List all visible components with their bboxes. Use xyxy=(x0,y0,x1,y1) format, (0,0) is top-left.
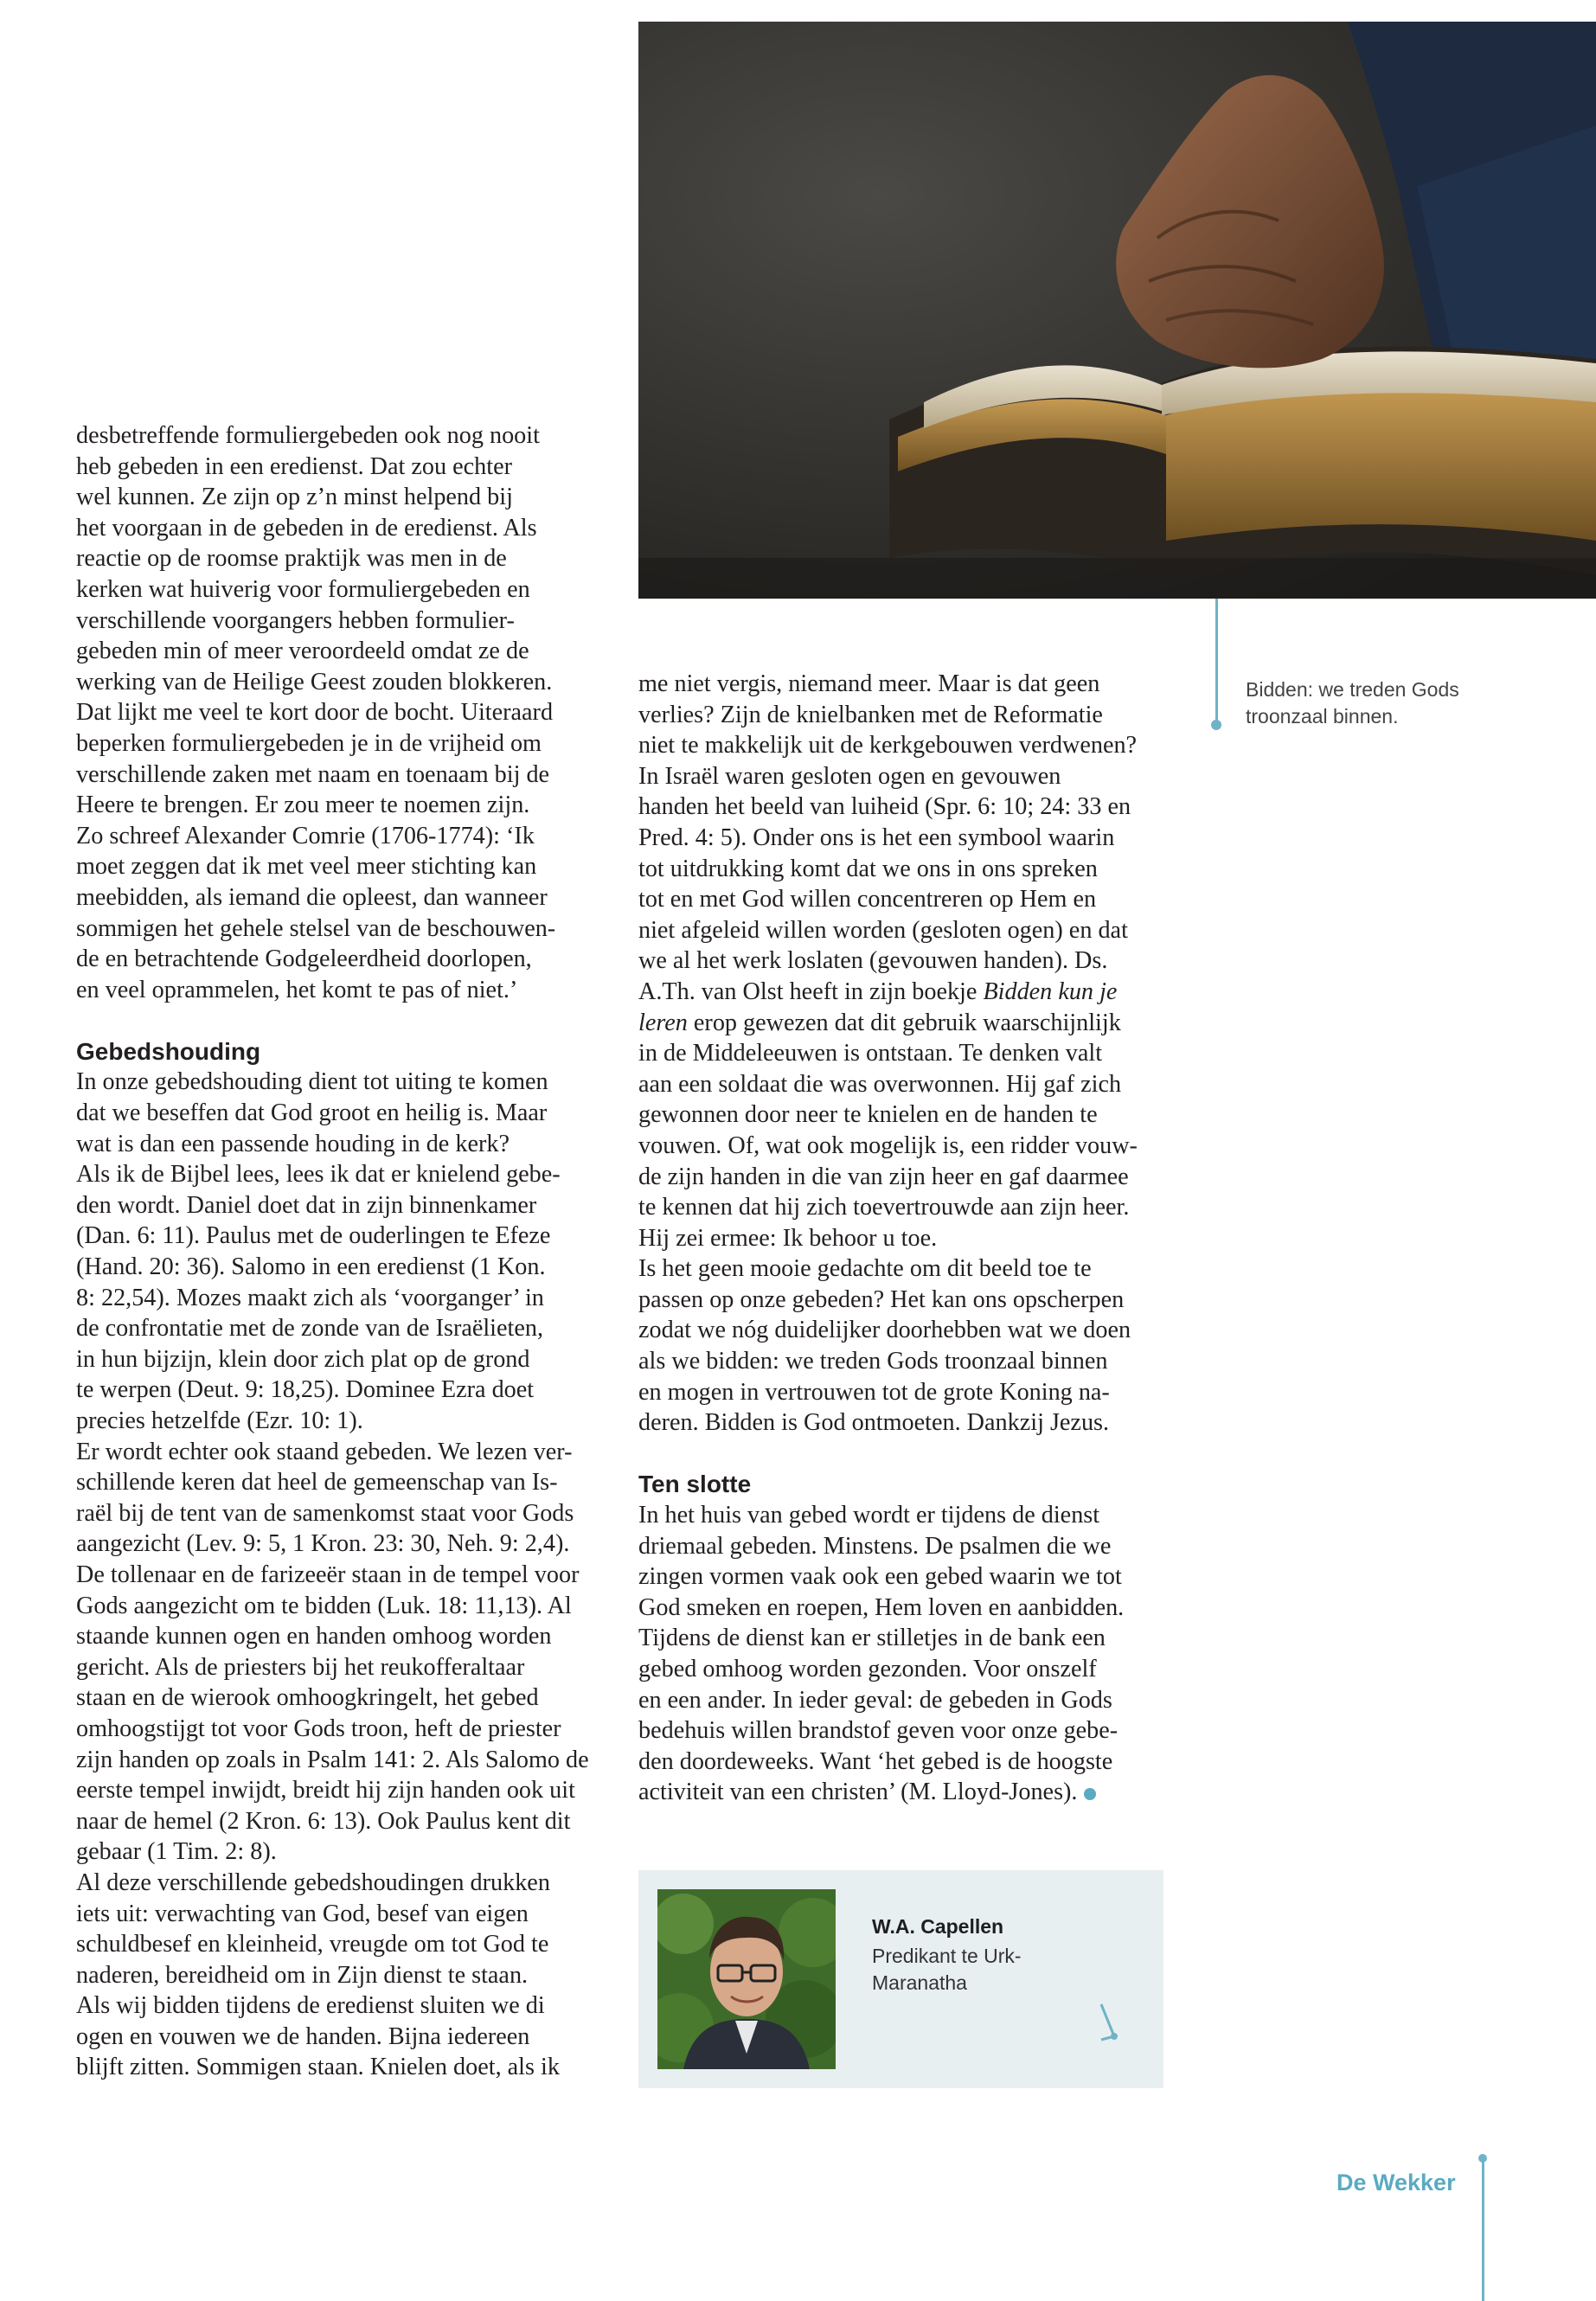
text-line: gebaar (1 Tim. 2: 8). xyxy=(76,1838,277,1866)
text-line: In het huis van gebed wordt er tijdens de dienst xyxy=(638,1502,1100,1529)
text-line: iets uit: verwachting van God, besef van eigen xyxy=(76,1900,529,1927)
text-line: als we bidden: we treden Gods troonzaal binnen xyxy=(638,1348,1108,1375)
article-left-column xyxy=(76,420,604,2083)
caption-rule xyxy=(1215,599,1218,726)
text-line: verschillende voorgangers hebben formulier- xyxy=(76,606,515,634)
text-line: schuldbesef en kleinheid, vreugde om tot God te xyxy=(76,1931,549,1958)
role-line: Maranatha xyxy=(872,1971,967,1994)
text-line: dat we beseffen dat God groot en heilig is. Maar xyxy=(76,1099,548,1127)
role-line: Predikant te Urk- xyxy=(872,1945,1022,1967)
spacer xyxy=(638,1439,1175,1470)
text-line: In Israël waren gesloten ogen en gevouwen xyxy=(638,762,1061,790)
text-line: de en betrachtende Godgeleerdheid doorlopen, xyxy=(76,945,532,973)
text-line: werking van de Heilige Geest zouden blokkeren. xyxy=(76,668,553,695)
text-line: moet zeggen dat ik met veel meer stichting kan xyxy=(76,853,537,881)
text-line: (Hand. 20: 36). Salomo in een eredienst (1 Kon. xyxy=(76,1253,546,1281)
text-line xyxy=(638,1008,1175,1039)
arrow-icon xyxy=(1097,2000,1131,2052)
text-line: Is het geen mooie gedachte om dit beeld toe te xyxy=(638,1255,1092,1283)
text-line: tot en met God willen concentreren op Hem en xyxy=(638,886,1097,913)
publication-name: De Wekker xyxy=(1336,2170,1456,2195)
text-line: desbetreffende formuliergebeden ook nog nooit xyxy=(76,422,540,449)
text-line: Gods aangezicht om te bidden (Luk. 18: 11,13). Al xyxy=(76,1592,572,1619)
article-middle-column xyxy=(638,669,1175,1808)
section-heading-gebedshouding: Gebedshouding xyxy=(76,1037,261,1065)
ten-slotte-body xyxy=(638,1500,1175,1808)
continued-paragraph xyxy=(638,669,1175,1439)
text-line: raël bij de tent van de samenkomst staat voor Gods xyxy=(76,1499,574,1527)
text-line: Al deze verschillende gebedshoudingen drukken xyxy=(76,1868,550,1896)
text-line: Tijdens de dienst kan er stilletjes in de bank een xyxy=(638,1625,1106,1652)
text-line: ogen en vouwen we de handen. Bijna iedereen xyxy=(76,2022,530,2050)
text-line: blijft zitten. Sommigen staan. Knielen doet, als ik xyxy=(76,2054,560,2081)
text-line: zijn handen op zoals in Psalm 141: 2. Als Salomo de xyxy=(76,1746,589,1773)
text-line: handen het beeld van luiheid (Spr. 6: 10; 24: 33 en xyxy=(638,793,1131,821)
text-line: te kennen dat hij zich toevertrouwde aan zijn heer. xyxy=(638,1194,1130,1221)
text-line: 8: 22,54). Mozes maakt zich als ‘voorganger’ in xyxy=(76,1284,544,1311)
text-line: precies hetzelfde (Ezr. 10: 1). xyxy=(76,1407,363,1434)
spacer xyxy=(76,1005,604,1036)
hero-photo xyxy=(638,22,1596,599)
text-line: gericht. Als de priesters bij het reukofferaltaar xyxy=(76,1653,525,1681)
gebedshouding-body xyxy=(76,1067,604,2083)
text-line: heb gebeden in een eredienst. Dat zou echter xyxy=(76,452,513,480)
text-line: te werpen (Deut. 9: 18,25). Dominee Ezra doet xyxy=(76,1376,535,1404)
text-line: Dat lijkt me veel te kort door de bocht. Uiteraard xyxy=(76,699,554,727)
text-line: (Dan. 6: 11). Paulus met de ouderlingen te Efeze xyxy=(76,1222,551,1250)
text-line: beperken formuliergebeden je in de vrijheid om xyxy=(76,729,542,757)
text-line: aangezicht (Lev. 9: 5, 1 Kron. 23: 30, Neh. 9: 2,4). xyxy=(76,1530,570,1558)
text-line: Er wordt echter ook staand gebeden. We lezen ver- xyxy=(76,1438,573,1465)
text-line: Als wij bidden tijdens de eredienst sluiten we di xyxy=(76,1992,545,2020)
author-box xyxy=(638,1870,1163,2088)
text-line: wat is dan een passende houding in de kerk? xyxy=(76,1130,510,1157)
text-line: den doordeweeks. Want ‘het gebed is de hoogste xyxy=(638,1747,1113,1775)
intro-paragraph xyxy=(76,420,604,1005)
text-line: deren. Bidden is God ontmoeten. Dankzij Jezus. xyxy=(638,1409,1110,1437)
text-line: zingen vormen vaak ook een gebed waarin we tot xyxy=(638,1563,1122,1591)
text-line: Pred. 4: 5). Onder ons is het een symbool waarin xyxy=(638,824,1115,851)
text-line: de zijn handen in die van zijn heer en gaf daarmee xyxy=(638,1163,1129,1190)
text-line: den wordt. Daniel doet dat in zijn binnenkamer xyxy=(76,1191,537,1219)
book-title: Bidden kun je xyxy=(983,977,1118,1005)
text-line: passen op onze gebeden? Het kan ons opscherpen xyxy=(638,1285,1125,1313)
text-line: omhoogstijgt tot voor Gods troon, heft de priester xyxy=(76,1715,561,1742)
text-line: het voorgaan in de gebeden in de eredienst. Als xyxy=(76,514,537,542)
text-line: Als ik de Bijbel lees, lees ik dat er knielend gebe- xyxy=(76,1161,561,1189)
caption-dot xyxy=(1211,720,1221,730)
text-line: in hun bijzijn, klein door zich plat op de grond xyxy=(76,1345,530,1373)
text-segment: activiteit van een christen’ (M. Lloyd-Jones). xyxy=(638,1779,1078,1806)
text-line: De tollenaar en de farizeeër staan in de tempel voor xyxy=(76,1561,580,1588)
text-line: schillende keren dat heel de gemeenschap van Is- xyxy=(76,1469,558,1497)
text-line: me niet vergis, niemand meer. Maar is dat geen xyxy=(638,670,1100,697)
text-line: we al het werk loslaten (gevouwen handen). Ds. xyxy=(638,947,1108,975)
text-line: staande kunnen ogen en handen omhoog worden xyxy=(76,1623,552,1650)
text-line: eerste tempel inwijdt, breidt hij zijn handen ook uit xyxy=(76,1777,575,1804)
text-line: God smeken en roepen, Hem loven en aanbidden. xyxy=(638,1593,1125,1621)
author-portrait-icon xyxy=(657,1889,836,2069)
praying-hands-on-bible-icon xyxy=(638,22,1596,599)
text-line: meebidden, als iemand die opleest, dan wanneer xyxy=(76,883,548,911)
text-line: de confrontatie met de zonde van de Israëlieten, xyxy=(76,1315,544,1343)
text-line: verlies? Zijn de knielbanken met de Reformatie xyxy=(638,701,1103,728)
text-line: gewonnen door neer te knielen en de handen te xyxy=(638,1101,1098,1129)
text-line: verschillende zaken met naam en toenaam bij de xyxy=(76,760,550,788)
text-line: vouwen. Of, wat ook mogelijk is, een ridder vouw- xyxy=(638,1131,1138,1159)
photo-caption xyxy=(1246,676,1522,730)
text-line: niet te makkelijk uit de kerkgebouwen verdwenen? xyxy=(638,732,1138,760)
text-line: wel kunnen. Ze zijn op z’n minst helpend bij xyxy=(76,484,513,511)
text-line: staan en de wierook omhoogkringelt, het gebed xyxy=(76,1684,539,1712)
footer-rule xyxy=(1482,2157,1484,2301)
author-role xyxy=(872,1943,1022,1997)
section-heading-ten-slotte: Ten slotte xyxy=(638,1471,752,1498)
text-line: aan een soldaat die was overwonnen. Hij gaf zich xyxy=(638,1070,1122,1098)
text-line xyxy=(638,1777,1175,1808)
end-mark-icon xyxy=(1084,1788,1096,1800)
caption-line: troonzaal binnen. xyxy=(1246,705,1399,727)
text-line: zodat we nóg duidelijker doorhebben wat we doen xyxy=(638,1317,1131,1344)
text-line: Hij zei ermee: Ik behoor u toe. xyxy=(638,1224,938,1252)
text-line: in de Middeleeuwen is ontstaan. Te denken valt xyxy=(638,1040,1103,1067)
text-line: reactie op de roomse praktijk was men in de xyxy=(76,545,507,573)
text-line: en een ander. In ieder geval: de gebeden in Gods xyxy=(638,1686,1112,1714)
text-line: niet afgeleid willen worden (gesloten ogen) en dat xyxy=(638,916,1128,944)
text-line: en veel oprammelen, het komt te pas of niet.’ xyxy=(76,976,518,1003)
text-line xyxy=(638,977,1175,1008)
text-line: driemaal gebeden. Minstens. De psalmen die we xyxy=(638,1532,1112,1560)
text-line: gebed omhoog worden gezonden. Voor onszelf xyxy=(638,1656,1097,1682)
text-line: In onze gebedshouding dient tot uiting te komen xyxy=(76,1068,548,1096)
text-line: kerken wat huiverig voor formuliergebeden en xyxy=(76,575,530,603)
text-line: tot uitdrukking komt dat we ons in ons spreken xyxy=(638,855,1098,882)
author-photo xyxy=(657,1889,836,2069)
author-name: W.A. Capellen xyxy=(872,1915,1004,1938)
text-line: en mogen in vertrouwen tot de grote Koning na- xyxy=(638,1378,1110,1406)
text-line: Zo schreef Alexander Comrie (1706-1774): ‘Ik xyxy=(76,822,535,849)
text-line: bedehuis willen brandstof geven voor onze gebe- xyxy=(638,1717,1118,1745)
text-line: Heere te brengen. Er zou meer te noemen zijn. xyxy=(76,792,530,819)
caption-line: Bidden: we treden Gods xyxy=(1246,678,1459,701)
book-title: leren xyxy=(638,1009,688,1036)
footer-dot xyxy=(1478,2154,1487,2163)
text-line: sommigen het gehele stelsel van de beschouwen- xyxy=(76,914,556,942)
text-line: naar de hemel (2 Kron. 6: 13). Ook Paulus kent dit xyxy=(76,1807,571,1835)
text-segment: erop gewezen dat dit gebruik waarschijnlijk xyxy=(687,1009,1121,1036)
text-line: naderen, bereidheid om in Zijn dienst te staan. xyxy=(76,1961,529,1989)
text-line: gebeden min of meer veroordeeld omdat ze de xyxy=(76,638,529,665)
text-segment: A.Th. van Olst heeft in zijn boekje xyxy=(638,977,984,1005)
